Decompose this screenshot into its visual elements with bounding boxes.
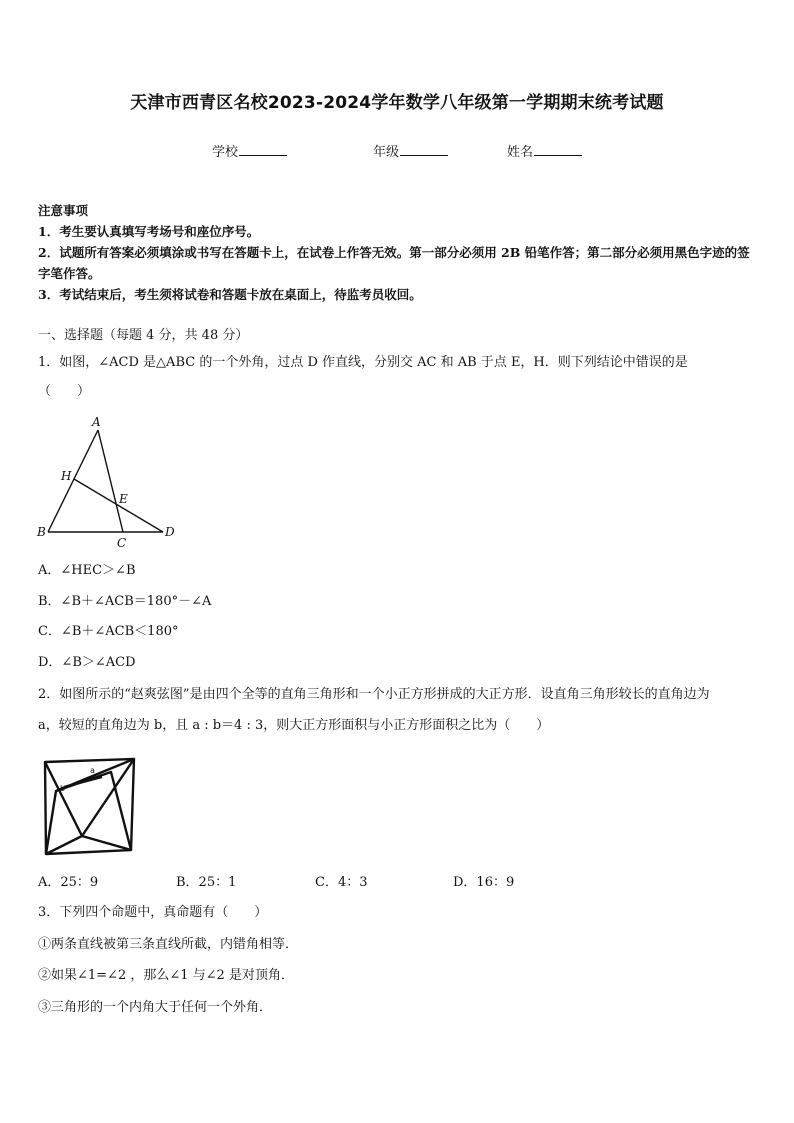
label-b: B bbox=[37, 525, 46, 539]
page-title: 天津市西青区名校2023-2024学年数学八年级第一学期期末统考试题 bbox=[130, 93, 664, 113]
question-2-stem-line-2: a，较短的直角边为 b，且 a : b＝4 : 3，则大正方形面积与小正方形面积之比为（ ） bbox=[38, 718, 550, 733]
section-heading: 一、选择题（每题 4 分，共 48 分） bbox=[38, 328, 249, 343]
grade-blank bbox=[400, 143, 448, 156]
question-3-statement-3: ③三角形的一个内角大于任何一个外角． bbox=[38, 1000, 273, 1015]
school-label: 学校 bbox=[212, 145, 239, 160]
notes-item-2: 2．试题所有答案必须填涂或书写在答题卡上，在试卷上作答无效。第一部分必须用 2B 铅笔作答；第二部分必须用黑色字迹的签字笔作答。 bbox=[38, 245, 750, 281]
name-label: 姓名 bbox=[507, 145, 534, 160]
triangle-figure bbox=[35, 412, 185, 552]
question-1-stem: 1．如图，∠ACD 是△ABC 的一个外角，过点 D 作直线，分别交 AC 和 AB 于点 E，H．则下列结论中错误的是 bbox=[38, 355, 688, 370]
label-e: E bbox=[119, 492, 128, 506]
label-a: A bbox=[92, 415, 101, 429]
question-2-option-c: C．4：3 bbox=[315, 875, 368, 890]
label-h: H bbox=[61, 469, 72, 483]
name-field bbox=[507, 141, 582, 160]
question-3-statement-2: ②如果∠1=∠2 ，那么∠1 与∠2 是对顶角． bbox=[38, 968, 294, 983]
question-2-stem-line-1: 2．如图所示的“赵爽弦图”是由四个全等的直角三角形和一个小正方形拼成的大正方形．设直角三角形较长的直角边为 bbox=[38, 687, 710, 702]
question-1-bracket: （ ） bbox=[38, 384, 91, 399]
school-field bbox=[212, 141, 287, 160]
notes-item-3: 3．考试结束后，考生须将试卷和答题卡放在桌面上，待监考员收回。 bbox=[38, 287, 422, 302]
question-1-option-d: D．∠B＞∠ACD bbox=[38, 655, 136, 670]
question-2-option-b: B．25：1 bbox=[176, 875, 237, 890]
school-blank bbox=[239, 143, 287, 156]
label-c: C bbox=[117, 536, 127, 550]
label-b-side: b bbox=[60, 784, 66, 793]
grade-field bbox=[373, 141, 448, 160]
grade-label: 年级 bbox=[373, 145, 400, 160]
question-2-option-d: D．16：9 bbox=[453, 875, 515, 890]
label-d: D bbox=[165, 525, 175, 539]
question-1-option-c: C．∠B＋∠ACB＜180° bbox=[38, 624, 179, 639]
question-2-option-a: A．25：9 bbox=[38, 875, 99, 890]
question-1-option-a: A．∠HEC＞∠B bbox=[38, 563, 136, 578]
question-3-statement-1: ①两条直线被第三条直线所截，内错角相等． bbox=[38, 937, 299, 952]
question-3-stem: 3．下列四个命题中，真命题有（ ） bbox=[38, 905, 268, 920]
label-a-side: a bbox=[90, 766, 95, 775]
notes-item-1: 1．考生要认真填写考场号和座位序号。 bbox=[38, 224, 260, 239]
notes-heading: 注意事项 bbox=[38, 203, 89, 218]
question-1-option-b: B．∠B＋∠ACB＝180°－∠A bbox=[38, 594, 212, 609]
zhao-shuang-figure bbox=[38, 753, 140, 859]
name-blank bbox=[534, 143, 582, 156]
